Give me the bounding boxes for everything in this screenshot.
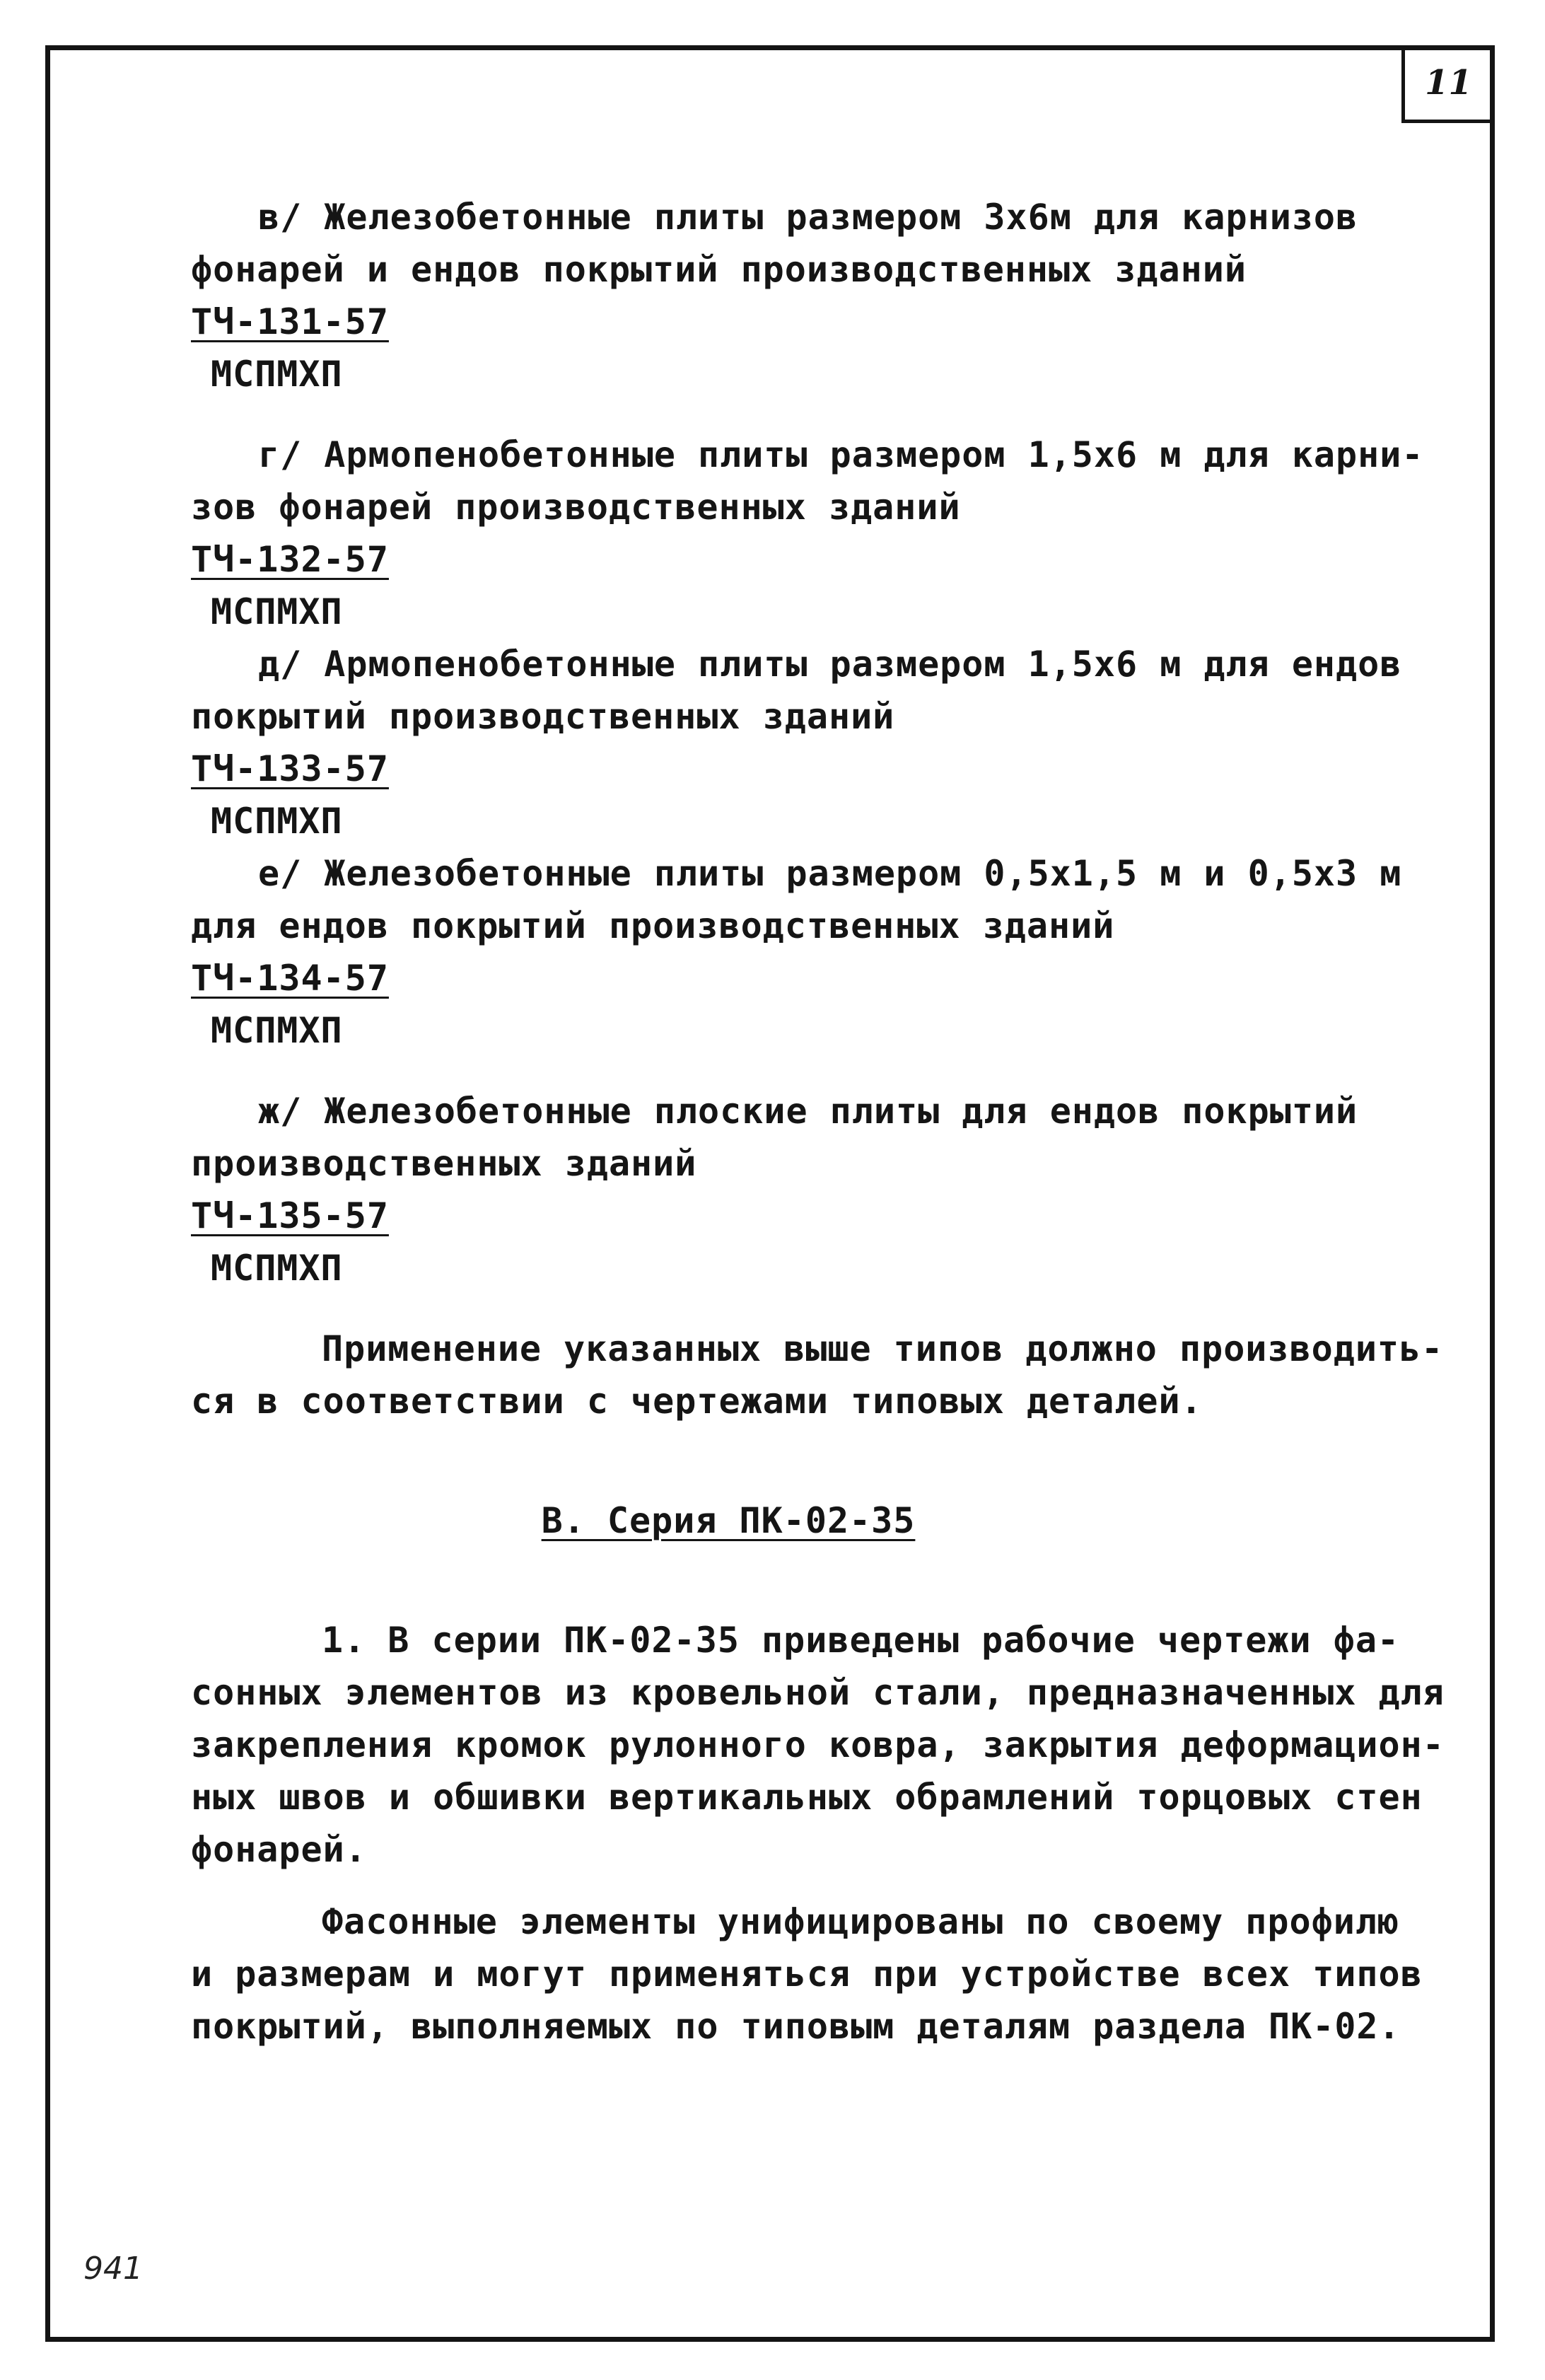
application-note <box>191 1323 1444 1427</box>
paragraph-2 <box>191 1896 1435 2053</box>
paragraph-line: ных швов и обшивки вертикальных обрамлений торцовых стен <box>191 1777 1423 1818</box>
standard-code: ТЧ-133-57 <box>191 748 389 789</box>
document-body <box>191 191 1445 2053</box>
paragraph-1 <box>191 1614 1445 1876</box>
series-heading-text: В. Серия ПК-02-35 <box>541 1500 916 1541</box>
item-text-line: в/ Железобетонные плиты размером 3х6м для карнизов <box>258 197 1358 238</box>
paragraph-line: фонарей. <box>191 1829 367 1870</box>
item-zh <box>191 1085 1435 1294</box>
item-text-line: е/ Железобетонные плиты размером 0,5х1,5 м и 0,5х3 м <box>258 853 1402 894</box>
standard-code: ТЧ-134-57 <box>191 958 389 999</box>
item-text-line: ж/ Железобетонные плоские плиты для ендов покрытий <box>258 1091 1358 1132</box>
organization: МСПМХП <box>211 801 343 842</box>
item-text-line: г/ Армопенобетонные плиты размером 1,5х6 м для карни- <box>258 434 1424 475</box>
item-text-line: фонарей и ендов покрытий производственных зданий <box>191 249 1247 290</box>
paragraph-line: сонных элементов из кровельной стали, предназначенных для <box>191 1672 1445 1713</box>
paragraph-line: покрытий, выполняемых по типовым деталям раздела ПК-02. <box>191 2006 1401 2047</box>
item-d <box>191 638 1435 847</box>
standard-code: ТЧ-131-57 <box>191 301 389 342</box>
organization: МСПМХП <box>211 1010 343 1051</box>
page-number: 11 <box>1425 62 1472 103</box>
page-number-box <box>1401 45 1492 123</box>
standard-code: ТЧ-135-57 <box>191 1195 389 1236</box>
series-heading <box>191 1494 1435 1547</box>
paragraph-line: Фасонные элементы унифицированы по своему профилю <box>322 1901 1400 1942</box>
item-v <box>191 191 1435 400</box>
item-text-line: покрытий производственных зданий <box>191 696 895 737</box>
note-line: Применение указанных выше типов должно производить- <box>322 1328 1444 1369</box>
organization: МСПМХП <box>211 591 343 632</box>
note-line: ся в соответствии с чертежами типовых деталей. <box>191 1381 1203 1422</box>
item-text-line: д/ Армопенобетонные плиты размером 1,5х6 м для ендов <box>258 644 1402 685</box>
standard-code: ТЧ-132-57 <box>191 539 389 580</box>
archive-number: 941 <box>83 2251 143 2287</box>
item-g <box>191 429 1435 638</box>
item-text-line: для ендов покрытий производственных зданий <box>191 905 1115 946</box>
organization: МСПМХП <box>211 1248 343 1289</box>
item-text-line: зов фонарей производственных зданий <box>191 487 961 528</box>
item-text-line: производственных зданий <box>191 1143 697 1184</box>
organization: МСПМХП <box>211 354 343 395</box>
paragraph-line: 1. В серии ПК-02-35 приведены рабочие чертежи фа- <box>322 1620 1400 1661</box>
paragraph-line: закрепления кромок рулонного ковра, закрытия деформацион- <box>191 1724 1445 1765</box>
item-e <box>191 847 1435 1057</box>
paragraph-line: и размерам и могут применяться при устройстве всех типов <box>191 1954 1423 1995</box>
